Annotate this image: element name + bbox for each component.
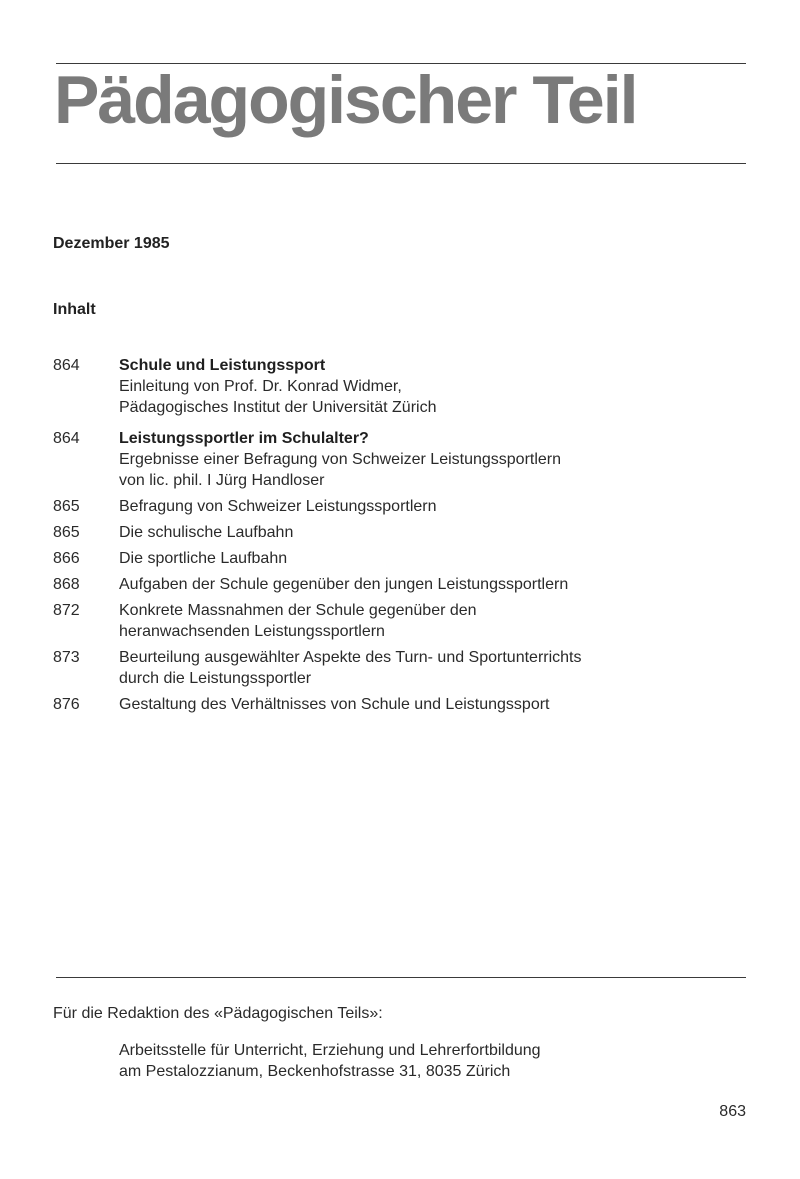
toc-entry-text (119, 694, 743, 715)
issue-date: Dezember 1985 (53, 235, 170, 252)
table-of-contents (53, 355, 743, 715)
toc-page-number: 876 (53, 696, 80, 713)
toc-page-number: 865 (53, 524, 80, 541)
toc-page-number: 866 (53, 550, 80, 567)
toc-entry-line: Die schulische Laufbahn (119, 524, 294, 541)
toc-entry (53, 574, 743, 595)
address-line: Arbeitsstelle für Unterricht, Erziehung und Lehrerfortbildung (119, 1042, 541, 1059)
toc-entry-text (119, 600, 743, 642)
toc-entry-line: von lic. phil. I Jürg Handloser (119, 472, 325, 489)
toc-entry-line: Die sportliche Laufbahn (119, 550, 288, 567)
toc-entry (53, 548, 743, 569)
toc-entry (53, 647, 743, 689)
address-line: am Pestalozzianum, Beckenhofstrasse 31, 8035 Zürich (119, 1063, 511, 1080)
toc-entry-text (119, 428, 743, 491)
toc-page-number: 868 (53, 576, 80, 593)
toc-entry-line: heranwachsenden Leistungssportlern (119, 623, 385, 640)
toc-entry-text (119, 496, 743, 517)
toc-page-number: 872 (53, 602, 80, 619)
toc-entry-title: Leistungssportler im Schulalter? (119, 430, 369, 447)
toc-entry (53, 694, 743, 715)
toc-entry-line: Pädagogisches Institut der Universität Zürich (119, 399, 437, 416)
toc-page-number: 864 (53, 357, 80, 374)
footer-rule (56, 977, 746, 978)
editorial-address (119, 1040, 541, 1082)
masthead-bottom-rule (56, 163, 746, 164)
toc-entry (53, 496, 743, 517)
toc-entry (53, 522, 743, 543)
toc-entry-text (119, 574, 743, 595)
toc-page-number: 873 (53, 649, 80, 666)
page-number: 863 (719, 1103, 746, 1120)
toc-entry-line: Gestaltung des Verhältnisses von Schule und Leistungssport (119, 696, 550, 713)
toc-entry-text (119, 355, 743, 418)
toc-entry-line: durch die Leistungssportler (119, 670, 312, 687)
contents-heading: Inhalt (53, 301, 96, 318)
toc-entry-text (119, 548, 743, 569)
toc-entry-line: Konkrete Massnahmen der Schule gegenüber den (119, 602, 477, 619)
toc-entry-text (119, 647, 743, 689)
toc-entry-line: Aufgaben der Schule gegenüber den jungen Leistungssportlern (119, 576, 569, 593)
masthead-title: Pädagogischer Teil (54, 62, 637, 138)
toc-entry (53, 428, 743, 491)
toc-entry-line: Einleitung von Prof. Dr. Konrad Widmer, (119, 378, 402, 395)
editorial-label: Für die Redaktion des «Pädagogischen Teils»: (53, 1005, 383, 1022)
toc-entry-text (119, 522, 743, 543)
toc-entry-line: Beurteilung ausgewählter Aspekte des Turn- und Sportunterrichts (119, 649, 582, 666)
toc-entry (53, 355, 743, 418)
toc-entry-line: Befragung von Schweizer Leistungssportlern (119, 498, 437, 515)
toc-entry-title: Schule und Leistungssport (119, 357, 326, 374)
toc-entry (53, 600, 743, 642)
toc-page-number: 865 (53, 498, 80, 515)
toc-page-number: 864 (53, 430, 80, 447)
toc-entry-line: Ergebnisse einer Befragung von Schweizer Leistungssportlern (119, 451, 562, 468)
